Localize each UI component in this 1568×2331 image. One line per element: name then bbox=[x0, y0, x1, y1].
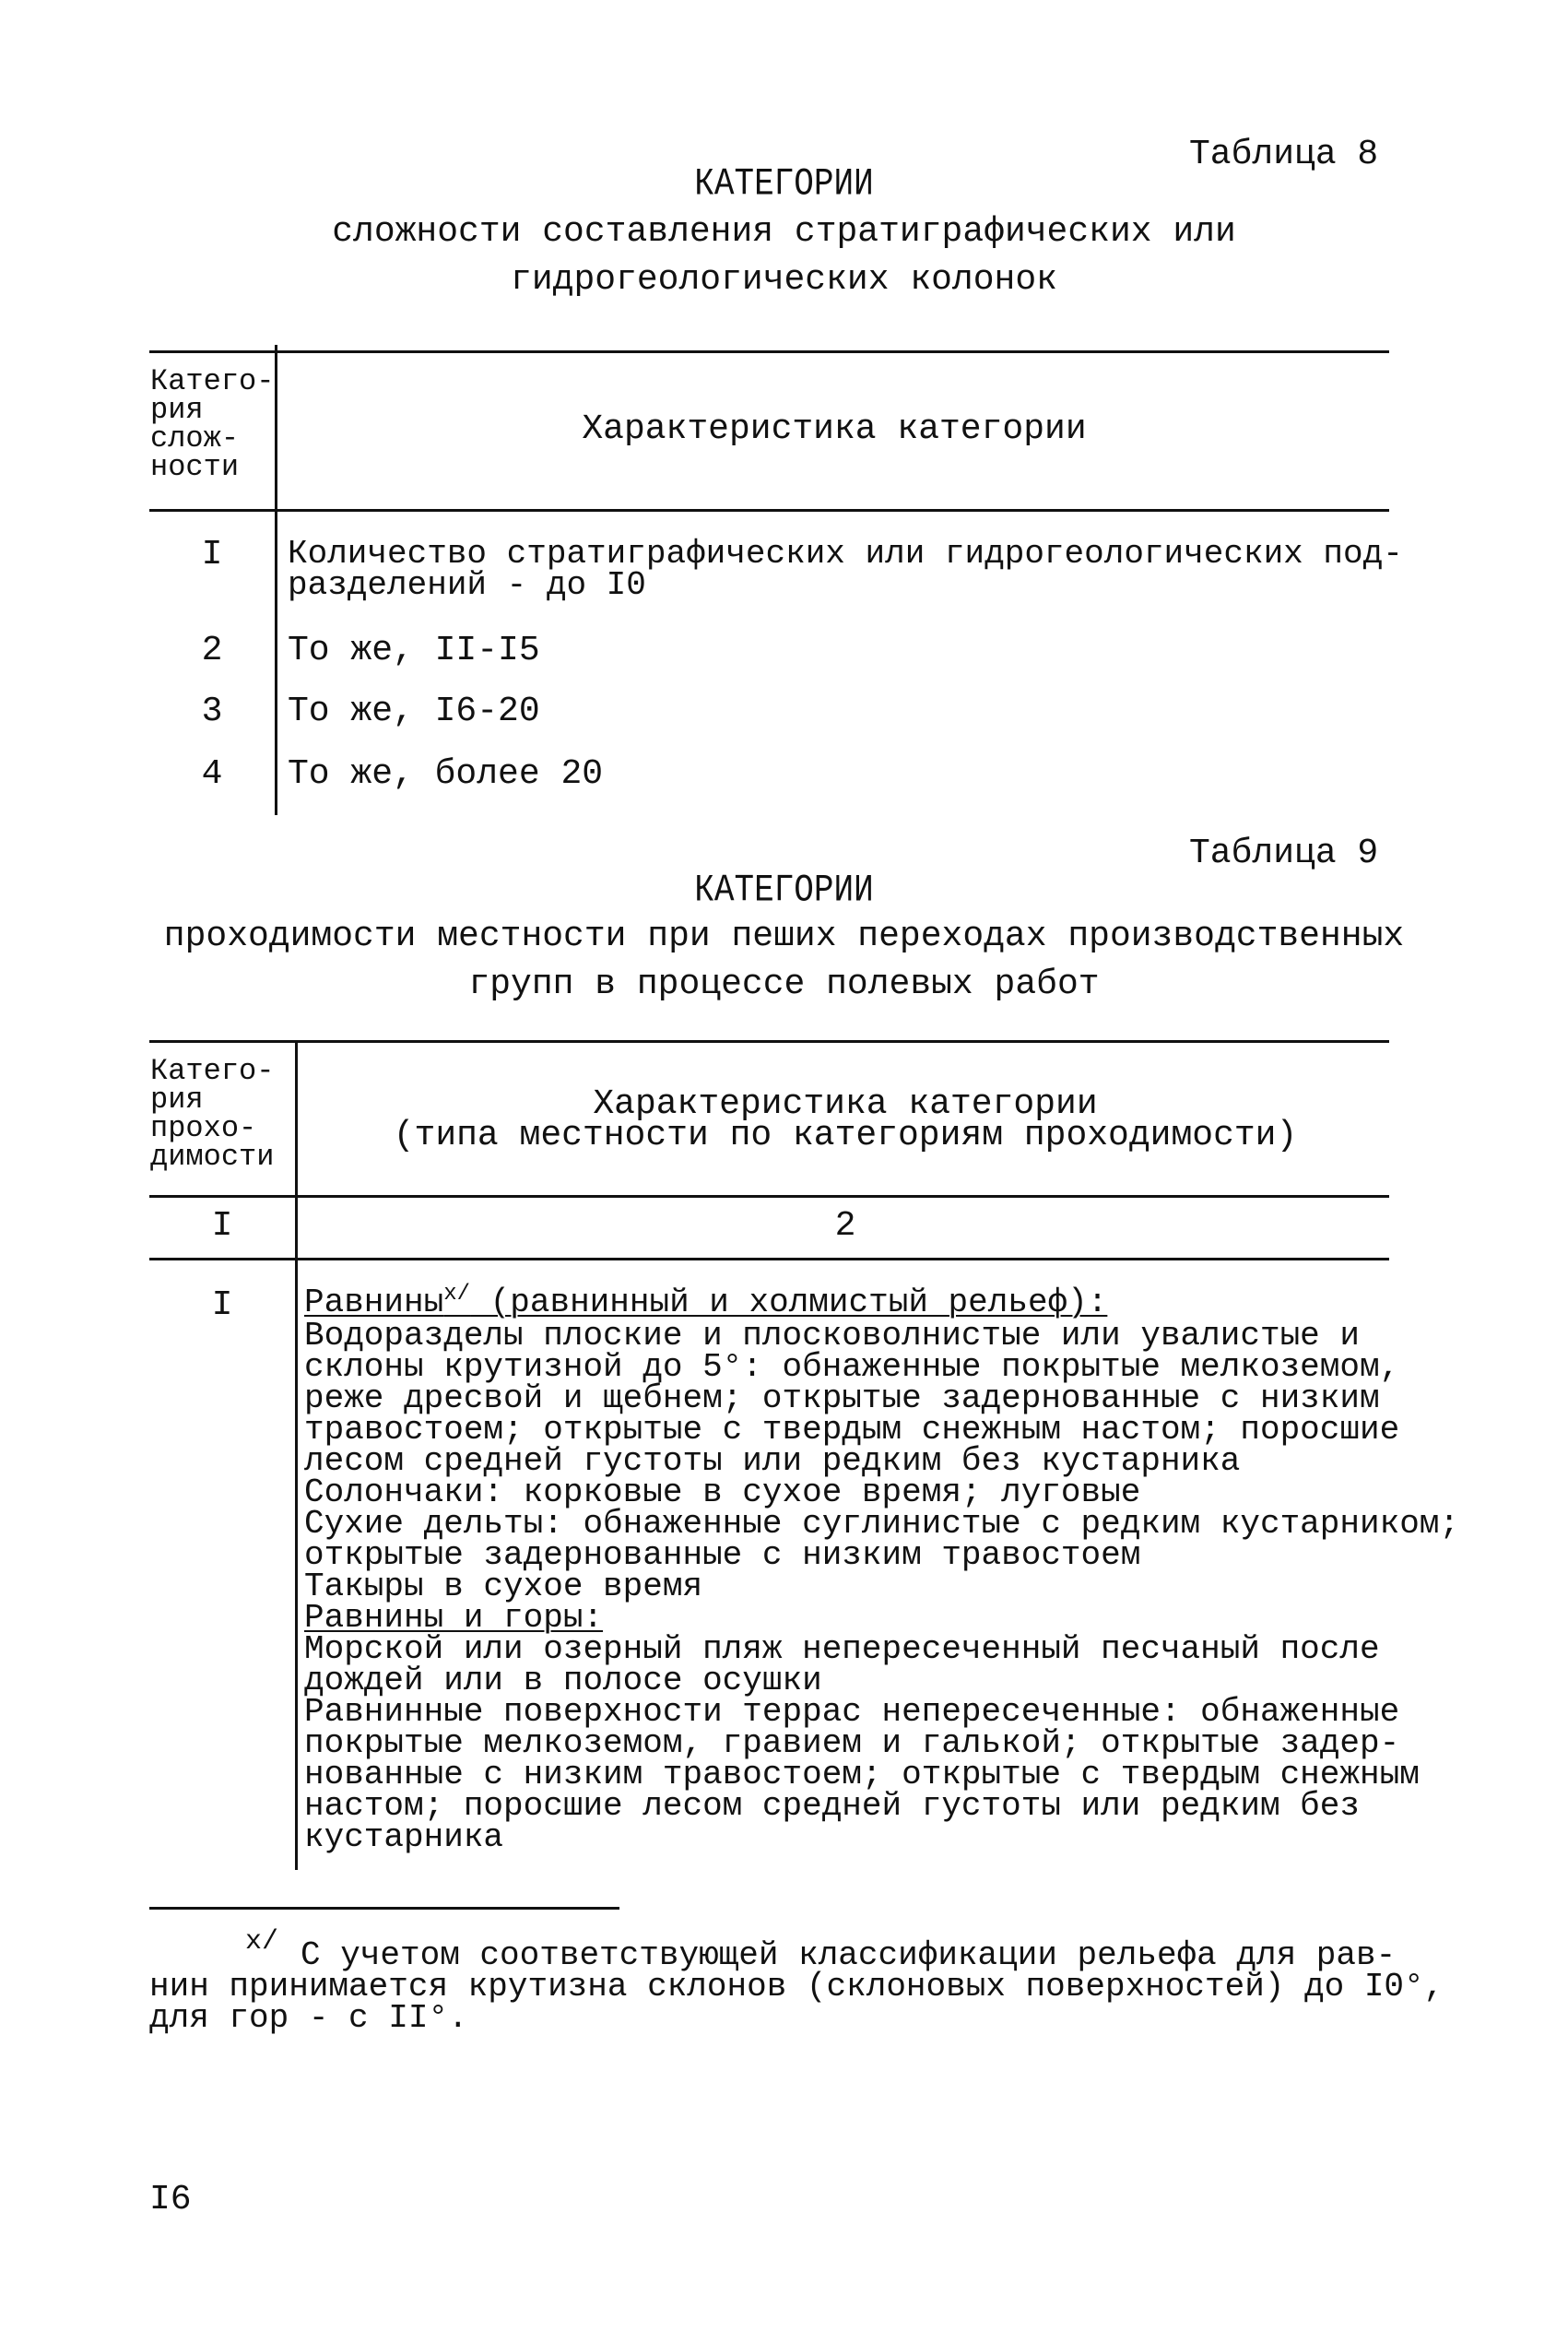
table8-subtitle-line2: гидрогеологических колонок bbox=[511, 260, 1057, 300]
table9-heading-plains-rest: (равнинный и холмистый рельеф): bbox=[470, 1284, 1108, 1321]
table9-subtitle-line2: групп в процессе полевых работ bbox=[468, 964, 1100, 1004]
table9-heading-plains-mountains: Равнины и горы: bbox=[304, 1599, 604, 1637]
footnote-mark: x/ bbox=[245, 1926, 279, 1958]
footnote-line1: С учетом соответствующей классификации рельефа для рав- bbox=[301, 1936, 1397, 1974]
table9-header-rule bbox=[149, 1195, 1389, 1198]
table9-subtitle-line1: проходимости местности при пеших переходах производственных bbox=[163, 917, 1405, 956]
table8-title: КАТЕГОРИИ bbox=[694, 161, 874, 206]
footnote-reference: x/ bbox=[443, 1282, 471, 1307]
table8-top-rule bbox=[149, 350, 1389, 353]
table8-row-number: I bbox=[201, 535, 223, 574]
table8-header-rule bbox=[149, 509, 1389, 512]
table8-row-number: 3 bbox=[201, 692, 223, 731]
table8-header-category: Катего- рия слож- ности bbox=[150, 364, 275, 484]
table8-row-text: Количество стратиграфических или гидрогеологических под- разделений - до I0 bbox=[288, 535, 1403, 604]
table8-header-characteristic: Характеристика категории bbox=[582, 409, 1087, 449]
table9-block-plains: Водоразделы плоские и плосковолнистые или увалистые и склоны крутизной до 5°: обнаженные покрытые мелкоземом, реже дресвой и щебнем; открытые задернованные с низким травостоем; открытые с твердым снежным настом; поросшие лесом средней густоты или редким без кустарника Солончаки: корковые в сухое время; луговые Сухие дельты: обнаженные суглинистые с редким кустарником; открытые задернованные с низким травостоем Такыры в сухое время bbox=[304, 1317, 1460, 1605]
table8-label: Таблица 8 bbox=[1189, 135, 1379, 174]
table9-header-characteristic: Характеристика категории bbox=[593, 1084, 1098, 1124]
table9-index-col2: 2 bbox=[834, 1206, 856, 1246]
table9-title: КАТЕГОРИИ bbox=[694, 868, 874, 912]
table9-label: Таблица 9 bbox=[1189, 834, 1379, 873]
footnote-line3: для гор - с II°. bbox=[149, 1999, 468, 2037]
table9-heading-plains bbox=[304, 1282, 1108, 1321]
table8-row-text: То же, II-I5 bbox=[288, 631, 540, 670]
table9-heading-plains-text: Равнины bbox=[304, 1284, 444, 1321]
table8-row-text: То же, более 20 bbox=[288, 754, 604, 794]
footnote-rule bbox=[149, 1907, 619, 1910]
table9-header-category: Катего- рия прохо- димости bbox=[150, 1054, 275, 1174]
table9-index-rule bbox=[149, 1258, 1389, 1260]
footnote-line2: нин принимается крутизна склонов (склоновых поверхностей) до I0°, bbox=[149, 1968, 1444, 2006]
table8-row-text: То же, I6-20 bbox=[288, 692, 540, 731]
table9-index-col1: I bbox=[211, 1206, 233, 1246]
table8-subtitle-line1: сложности составления стратиграфических или bbox=[332, 212, 1236, 252]
table9-column-divider bbox=[295, 1040, 298, 1870]
table8-row-number: 2 bbox=[201, 631, 223, 670]
table9-block-plains-mountains: Морской или озерный пляж непересеченный песчаный после дождей или в полосе осушки Равнинные поверхности террас непересеченные: обнаженные покрытые мелкоземом, гравием и галькой; открытые задер- нованные с низким травостоем; открытые с твердым снежным настом; поросшие лесом средней густоты или редким без кустарника bbox=[304, 1630, 1420, 1856]
table9-row-number: I bbox=[211, 1285, 233, 1325]
table9-top-rule bbox=[149, 1040, 1389, 1043]
table8-row-number: 4 bbox=[201, 754, 223, 794]
page-number: I6 bbox=[149, 2180, 192, 2219]
table9-header-subcaption: (типа местности по категориям проходимости) bbox=[393, 1116, 1298, 1155]
